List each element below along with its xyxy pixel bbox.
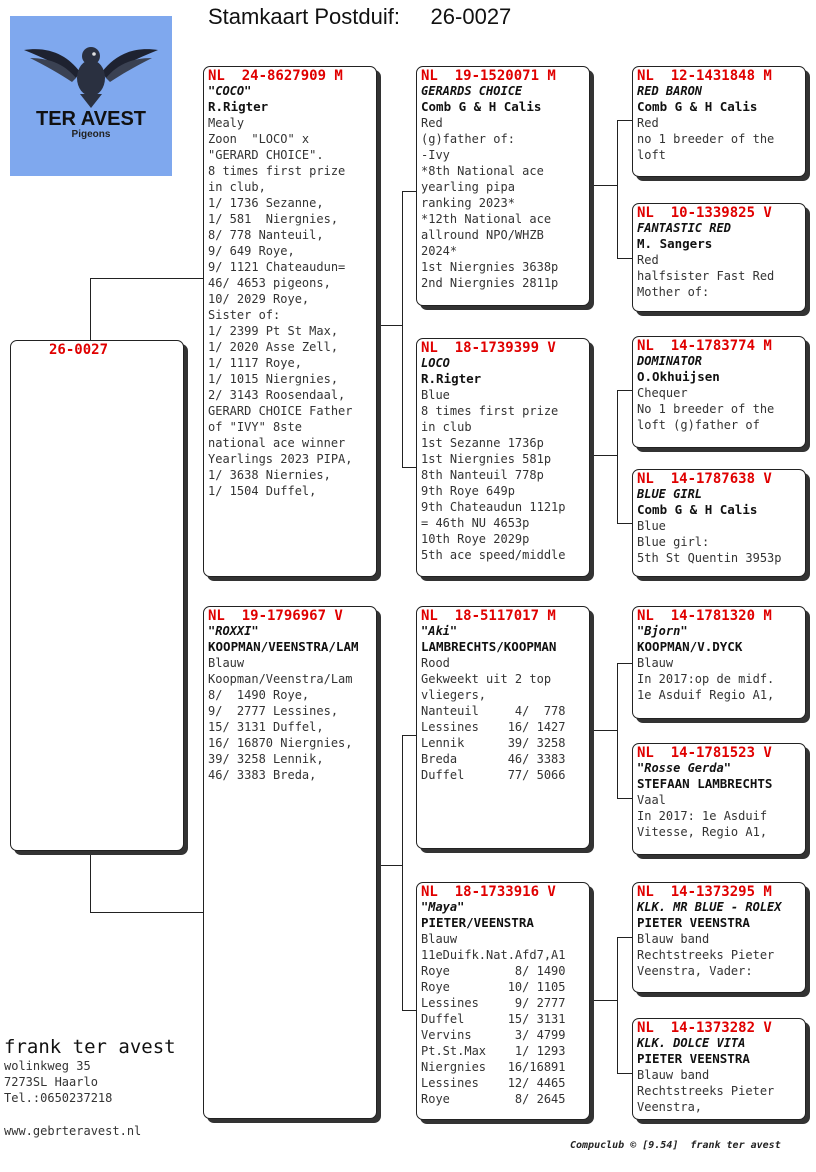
info-line: 9/ 1121 Chateaudun= [208, 260, 346, 274]
owner-street: wolinkweg 35 [4, 1059, 91, 1073]
info-line: national ace winner [208, 436, 346, 450]
info-line: 9th Chateaudun 1121p [421, 500, 566, 514]
ring-number: NL 24-8627909 M [208, 68, 343, 84]
ring-number: NL 14-1781320 M [637, 608, 772, 624]
info-line: 2nd Niergnies 2811p [421, 276, 559, 290]
connector-line [589, 1000, 617, 1001]
info-line: *12th National ace [421, 212, 552, 226]
info-line: 5th ace speed/middle [421, 548, 566, 562]
info-line: In 2017:op de midf. [637, 672, 775, 686]
info-line: Gekweekt uit 2 top [421, 672, 552, 686]
info-line: Lessines 9/ 2777 [421, 996, 566, 1010]
ring-number: NL 10-1339825 V [637, 205, 772, 221]
ring-number: NL 19-1796967 V [208, 608, 343, 624]
info-line: Veenstra, [637, 1100, 703, 1114]
info-line: GERARD CHOICE Father [208, 404, 353, 418]
sdd-card[interactable] [632, 469, 806, 577]
info-line: Chequer [637, 386, 688, 400]
connector-line [402, 467, 417, 468]
info-line: in club, [208, 180, 266, 194]
sire-sire-card[interactable] [416, 66, 590, 306]
info-line: 39/ 3258 Lennik, [208, 752, 324, 766]
info-line: loft (g)father of [637, 418, 760, 432]
ring-number: NL 14-1373282 V [637, 1020, 772, 1036]
info-line: Vervins 3/ 4799 [421, 1028, 566, 1042]
info-line: 8/ 1490 Roye, [208, 688, 310, 702]
connector-line [617, 937, 633, 938]
info-line: Nanteuil 4/ 778 [421, 704, 566, 718]
breeder-name: Comb G & H Calis [637, 502, 758, 517]
connector-line [376, 865, 402, 866]
sire-card[interactable] [203, 66, 377, 577]
info-line: Rechtstreeks Pieter [637, 1084, 775, 1098]
info-line: Blauw [637, 656, 674, 670]
info-line: 1/ 1504 Duffel, [208, 484, 317, 498]
connector-line [617, 798, 633, 799]
breeder-name: R.Rigter [208, 99, 269, 114]
info-line: 8 times first prize [208, 164, 346, 178]
info-line: in club [421, 420, 472, 434]
ring-number: NL 14-1373295 M [637, 884, 772, 900]
info-line: Blue [637, 519, 666, 533]
info-line: Pt.St.Max 1/ 1293 [421, 1044, 566, 1058]
breeder-name: KOOPMAN/V.DYCK [637, 639, 743, 654]
info-line: Blauw [421, 932, 458, 946]
ring-number: NL 14-1781523 V [637, 745, 772, 761]
info-line: Red [637, 253, 659, 267]
info-line: No 1 breeder of the [637, 402, 775, 416]
subject-ring-number: 26-0027 [49, 342, 109, 358]
info-line: 46/ 4653 pigeons, [208, 276, 331, 290]
info-line: Zoon "LOCO" x [208, 132, 310, 146]
info-line: allround NPO/WHZB [421, 228, 544, 242]
breeder-name: PIETER VEENSTRA [637, 915, 750, 930]
website-link[interactable]: www.gebrteravest.nl [4, 1124, 142, 1138]
title-ring-number: 26-0027 [430, 4, 512, 29]
pigeon-name: "ROXXI" [208, 624, 259, 638]
connector-line [617, 258, 633, 259]
info-line: Rechtstreeks Pieter [637, 948, 775, 962]
pigeon-name: RED BARON [637, 84, 703, 98]
breeder-name: Comb G & H Calis [637, 99, 758, 114]
pigeon-name: "Rosse Gerda" [637, 761, 731, 775]
info-line: of "IVY" 8ste [208, 420, 302, 434]
info-line: 5th St Quentin 3953p [637, 551, 782, 565]
ring-number: NL 14-1783774 M [637, 338, 772, 354]
breeder-name: O.Okhuijsen [637, 369, 720, 384]
ring-number: NL 12-1431848 M [637, 68, 772, 84]
info-line: Blauw band [637, 932, 710, 946]
info-line: Roye 8/ 1490 [421, 964, 566, 978]
info-line: 1/ 1736 Sezanne, [208, 196, 324, 210]
info-line: Lennik 39/ 3258 [421, 736, 566, 750]
ddd-card[interactable] [632, 1018, 806, 1120]
breeder-name: STEFAAN LAMBRECHTS [637, 776, 773, 791]
info-line: Blue [421, 388, 450, 402]
connector-line [90, 278, 204, 279]
info-line: Yearlings 2023 PIPA, [208, 452, 353, 466]
info-line: Rood [421, 656, 450, 670]
info-line: 9/ 2777 Lessines, [208, 704, 339, 718]
info-line: 2024* [421, 244, 458, 258]
connector-line [617, 663, 633, 664]
ring-number: NL 18-1733916 V [421, 884, 556, 900]
pigeon-name: "Aki" [421, 624, 458, 638]
pigeon-name: "COCO" [208, 84, 252, 98]
info-line: Vaal [637, 793, 666, 807]
sds-card[interactable] [632, 336, 806, 448]
title-label: Stamkaart Postduif: [208, 4, 400, 29]
info-line: 1st Niergnies 581p [421, 452, 552, 466]
info-line: Niergnies 16/16891 [421, 1060, 566, 1074]
info-line: ranking 2023* [421, 196, 515, 210]
pigeon-name: DOMINATOR [637, 354, 703, 368]
connector-line [617, 120, 633, 121]
ring-number: NL 19-1520071 M [421, 68, 556, 84]
connector-line [589, 730, 617, 731]
connector-line [589, 455, 617, 456]
logo-subtitle: Pigeons [71, 129, 111, 140]
info-line: Vitesse, Regio A1, [637, 825, 768, 839]
logo-brand: TER AVEST [35, 108, 146, 130]
dsd-card[interactable] [632, 743, 806, 855]
info-line: Veenstra, Vader: [637, 964, 753, 978]
connector-line [376, 325, 402, 326]
info-line: 1/ 2399 Pt St Max, [208, 324, 339, 338]
connector-line [589, 185, 617, 186]
info-line: Duffel 77/ 5066 [421, 768, 566, 782]
info-line: *8th National ace [421, 164, 544, 178]
connector-line [402, 191, 403, 467]
dss-card[interactable] [632, 606, 806, 719]
page-title [208, 4, 511, 30]
sire-dam-card[interactable] [416, 338, 590, 577]
dam-card[interactable] [203, 606, 377, 1119]
info-line: 15/ 3131 Duffel, [208, 720, 324, 734]
info-line: Red [421, 116, 443, 130]
club-logo [10, 16, 172, 176]
info-line: 1/ 581 Niergnies, [208, 212, 339, 226]
info-line: 8th Nanteuil 778p [421, 468, 544, 482]
breeder-name: M. Sangers [637, 236, 713, 251]
info-line: 11eDuifk.Nat.Afd7,A1 [421, 948, 566, 962]
pigeon-name: KLK. DOLCE VITA [637, 1036, 746, 1050]
ring-number: NL 18-5117017 M [421, 608, 556, 624]
footer-credit: Compuclub © [9.54] frank ter avest [570, 1140, 781, 1151]
info-line: -Ivy [421, 148, 450, 162]
info-line: = 46th NU 4653p [421, 516, 530, 530]
info-line: Lessines 16/ 1427 [421, 720, 566, 734]
info-line: Sister of: [208, 308, 281, 322]
owner-phone: Tel.:0650237218 [4, 1091, 113, 1105]
connector-line [90, 278, 91, 340]
pigeon-name: LOCO [421, 356, 450, 370]
info-line: 10th Roye 2029p [421, 532, 530, 546]
ring-number: NL 18-1739399 V [421, 340, 556, 356]
info-line: Roye 10/ 1105 [421, 980, 566, 994]
info-line: Roye 8/ 2645 [421, 1092, 566, 1106]
breeder-name: PIETER/VEENSTRA [421, 915, 534, 930]
info-line: 9th Roye 649p [421, 484, 515, 498]
info-line: halfsister Fast Red [637, 269, 775, 283]
connector-line [617, 523, 633, 524]
info-line: (g)father of: [421, 132, 515, 146]
info-line: Mother of: [637, 285, 710, 299]
connector-line [90, 912, 204, 913]
pigeon-name: "Maya" [421, 900, 465, 914]
connector-line [402, 735, 417, 736]
info-line: 1st Sezanne 1736p [421, 436, 544, 450]
info-line: Red [637, 116, 659, 130]
info-line: yearling pipa [421, 180, 515, 194]
info-line: 8/ 778 Nanteuil, [208, 228, 324, 242]
info-line: Lessines 12/ 4465 [421, 1076, 566, 1090]
info-line: "GERARD CHOICE". [208, 148, 324, 162]
connector-line [617, 937, 618, 1073]
info-line: 1/ 3638 Niernies, [208, 468, 331, 482]
breeder-name: Comb G & H Calis [421, 99, 542, 114]
owner-block [4, 1036, 176, 1106]
owner-name: frank ter avest [4, 1036, 176, 1058]
connector-line [617, 390, 618, 523]
info-line: Blauw [208, 656, 245, 670]
connector-line [402, 1010, 417, 1011]
info-line: 2/ 3143 Roosendaal, [208, 388, 346, 402]
info-line: In 2017: 1e Asduif [637, 809, 768, 823]
dam-dam-card[interactable] [416, 882, 590, 1120]
connector-line [617, 1073, 633, 1074]
info-line: Mealy [208, 116, 245, 130]
info-line: Duffel 15/ 3131 [421, 1012, 566, 1026]
info-line: 1/ 1015 Niergnies, [208, 372, 339, 386]
info-line: 16/ 16870 Niergnies, [208, 736, 353, 750]
ring-number: NL 14-1787638 V [637, 471, 772, 487]
dds-card[interactable] [632, 882, 806, 993]
info-line: 1st Niergnies 3638p [421, 260, 559, 274]
connector-line [617, 390, 633, 391]
pigeon-logo-icon [10, 16, 172, 111]
connector-line [402, 191, 417, 192]
info-line: loft [637, 148, 666, 162]
info-line: 9/ 649 Roye, [208, 244, 295, 258]
info-line: 1/ 1117 Roye, [208, 356, 302, 370]
connector-line [90, 850, 91, 912]
info-line: 10/ 2029 Roye, [208, 292, 310, 306]
info-line: 8 times first prize [421, 404, 559, 418]
pigeon-name: GERARDS CHOICE [421, 84, 523, 98]
pigeon-name: FANTASTIC RED [637, 221, 731, 235]
breeder-name: KOOPMAN/VEENSTRA/LAM [208, 639, 359, 654]
pigeon-name: KLK. MR BLUE - ROLEX [637, 900, 782, 914]
connector-line [617, 663, 618, 798]
info-line: vliegers, [421, 688, 487, 702]
info-line: Blue girl: [637, 535, 710, 549]
info-line: 1/ 2020 Asse Zell, [208, 340, 339, 354]
breeder-name: PIETER VEENSTRA [637, 1051, 750, 1066]
info-line: no 1 breeder of the [637, 132, 775, 146]
pigeon-name: "Bjorn" [637, 624, 688, 638]
connector-line [617, 120, 618, 258]
info-line: Blauw band [637, 1068, 710, 1082]
info-line: Breda 46/ 3383 [421, 752, 566, 766]
info-line: Koopman/Veenstra/Lam [208, 672, 353, 686]
breeder-name: R.Rigter [421, 371, 482, 386]
breeder-name: LAMBRECHTS/KOOPMAN [421, 639, 557, 654]
owner-city: 7273SL Haarlo [4, 1075, 98, 1089]
subject-pigeon-card[interactable] [10, 340, 184, 851]
info-line: 46/ 3383 Breda, [208, 768, 317, 782]
sss-card[interactable] [632, 66, 806, 177]
connector-line [402, 735, 403, 1010]
ssd-card[interactable] [632, 203, 806, 312]
pigeon-name: BLUE GIRL [637, 487, 703, 501]
dam-sire-card[interactable] [416, 606, 590, 849]
info-line: 1e Asduif Regio A1, [637, 688, 775, 702]
